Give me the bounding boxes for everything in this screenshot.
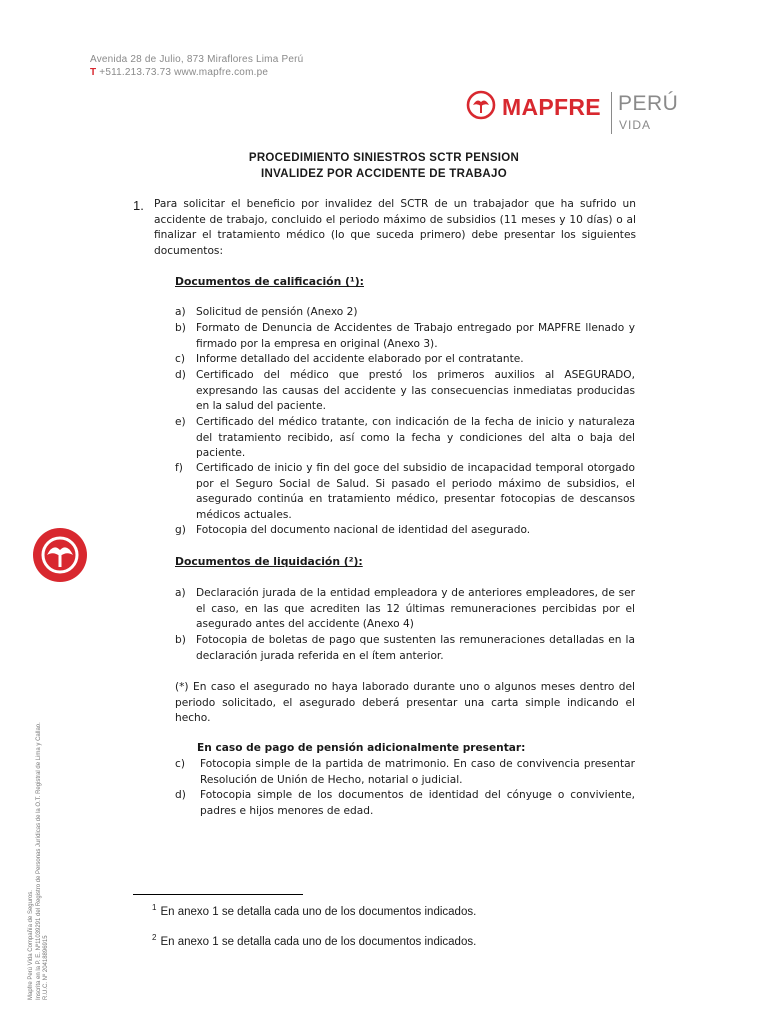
- list-item-label: d): [175, 369, 186, 381]
- list-item-text: Fotocopia simple de los documentos de identidad del cónyuge o conviviente, padres e hijos menores de edad.: [200, 789, 635, 817]
- legal-line: Inscrita en la P. E. Nº11039291 del Registro de Personas Jurídicas de la O.T. Registral de Lima y Callao.: [35, 722, 42, 1000]
- list-item-label: g): [175, 524, 186, 536]
- logo-brand-text: MAPFRE: [502, 94, 601, 120]
- list-item-label: b): [175, 322, 186, 334]
- list-item: [175, 415, 635, 462]
- legal-line: Mapfre Perú Vida Compañía de Seguros.: [28, 890, 34, 1000]
- list-item: [175, 586, 635, 633]
- list-item: [175, 633, 635, 664]
- logo-sub-text: VIDA: [619, 118, 652, 132]
- document-title-line-2: INVALIDEZ POR ACCIDENTE DE TRABAJO: [261, 168, 507, 180]
- list-item-label: f): [175, 462, 183, 474]
- list-item: [175, 352, 635, 368]
- list-item: [175, 461, 635, 523]
- mapfre-emblem-icon: [466, 90, 496, 120]
- side-legal-text: [28, 722, 51, 1000]
- legal-line: R.U.C. Nº 20418896915: [43, 935, 49, 1000]
- list-item-text: Informe detallado del accidente elaborado por el contratante.: [196, 353, 524, 365]
- list-item-label: c): [175, 758, 185, 770]
- footnote-text: En anexo 1 se detalla cada uno de los documentos indicados.: [160, 906, 477, 918]
- calificacion-heading: Documentos de calificación (¹):: [175, 275, 364, 288]
- list-item: [175, 321, 635, 352]
- footnote-text: En anexo 1 se detalla cada uno de los documentos indicados.: [160, 936, 477, 948]
- section-number: 1.: [133, 198, 144, 213]
- note-paragraph: (*) En caso el asegurado no haya laborado durante uno o algunos meses dentro del periodo solicitado, el asegurado deberá presentar una carta simple indicando el hecho.: [175, 681, 635, 725]
- liquidacion-heading: Documentos de liquidación (²):: [175, 555, 363, 568]
- list-item: [175, 788, 635, 819]
- list-item-text: Solicitud de pensión (Anexo 2): [196, 306, 358, 318]
- list-item-text: Formato de Denuncia de Accidentes de Trabajo entregado por MAPFRE llenado y firmado por la empresa en original (Anexo 3).: [196, 322, 635, 350]
- list-item-text: Declaración jurada de la entidad empleadora y de anteriores empleadores, de ser el caso, en las que acrediten las 12 últimas remuneraciones percibidas por el asegurado antes del accidente (Anexo 4): [196, 587, 635, 631]
- list-item-text: Fotocopia simple de la partida de matrimonio. En caso de convivencia presentar Resolución de Unión de Hecho, notarial o judicial.: [200, 758, 635, 786]
- adicional-heading: En caso de pago de pensión adicionalmente presentar:: [197, 742, 526, 754]
- contact-line: [90, 66, 303, 79]
- list-item: [175, 757, 635, 788]
- list-item-label: a): [175, 587, 186, 599]
- list-item-label: a): [175, 306, 186, 318]
- phone-prefix: T: [90, 67, 97, 78]
- logo-country-text: PERÚ: [618, 92, 679, 115]
- footnote-separator: [133, 894, 303, 895]
- mapfre-emblem-icon: [33, 528, 87, 582]
- footnote: [152, 903, 476, 918]
- list-item-text: Certificado del médico que prestó los primeros auxilios al ASEGURADO, expresando las causas del accidente y las consecuencias inmediatas producidas en la salud del paciente.: [196, 369, 635, 413]
- list-item: [175, 305, 635, 321]
- list-item-text: Certificado de inicio y fin del goce del subsidio de incapacidad temporal otorgado por el Seguro Social de Salud. Si pasado el periodo máximo de subsidios, el asegurado continúa en tratamiento médico, presentar fotocopias de descansos médicos actuales.: [196, 462, 635, 521]
- footnote-mark: 2: [152, 933, 157, 942]
- footnote-mark: 1: [152, 903, 157, 912]
- list-item-label: c): [175, 353, 185, 365]
- list-item-label: e): [175, 416, 186, 428]
- address-line: Avenida 28 de Julio, 873 Miraflores Lima Perú: [90, 54, 304, 65]
- company-address-block: [90, 53, 303, 79]
- side-emblem: [33, 528, 87, 582]
- document-title-line-1: PROCEDIMIENTO SINIESTROS SCTR PENSION: [248, 152, 520, 164]
- list-item-label: b): [175, 634, 186, 646]
- list-item-text: Fotocopia de boletas de pago que sustenten las remuneraciones detalladas en la declaración jurada referida en el ítem anterior.: [196, 634, 635, 662]
- footnote: [152, 933, 476, 948]
- list-item: [175, 523, 635, 539]
- list-item-label: d): [175, 789, 186, 801]
- intro-paragraph: Para solicitar el beneficio por invalidez del SCTR de un trabajador que ha sufrido un accidente de trabajo, concluido el periodo máximo de subsidios (11 meses y 10 días) o al finalizar el tratamiento médico (lo que suceda primero) debe presentar los siguientes documentos:: [154, 198, 636, 257]
- list-item: [175, 368, 635, 415]
- logo-divider: [611, 92, 612, 134]
- phone-and-web: +511.213.73.73 www.mapfre.com.pe: [96, 67, 269, 78]
- mapfre-logo: [466, 90, 686, 136]
- list-item-text: Fotocopia del documento nacional de identidad del asegurado.: [196, 524, 531, 536]
- list-item-text: Certificado del médico tratante, con indicación de la fecha de inicio y naturaleza del tratamiento recibido, así como la fecha y condiciones del alta o baja del paciente.: [196, 416, 635, 460]
